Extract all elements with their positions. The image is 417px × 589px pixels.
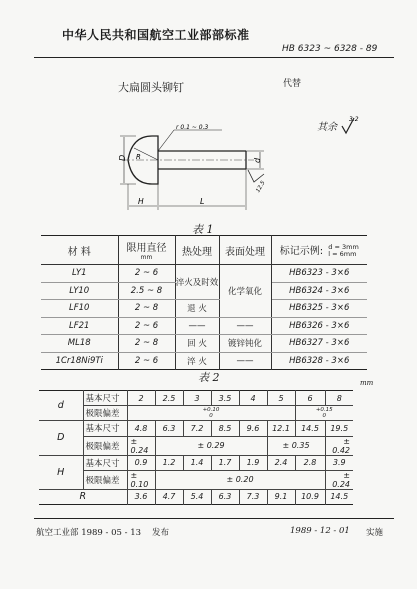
table-row [41, 265, 367, 283]
surface-cell: —— [219, 352, 271, 370]
material-cell: LF10 [41, 300, 118, 318]
D-basic-cell: 12.1 [267, 421, 295, 436]
label-deviation: 极限偏差 [83, 406, 127, 421]
material-cell: 1Cr18Ni9Ti [41, 352, 118, 370]
header-marking-example [271, 236, 367, 265]
table-1 [41, 235, 367, 370]
d-deviation-b-stack [316, 407, 333, 419]
header-heat-treatment: 热处理 [175, 236, 219, 265]
standard-header-title: 中华人民共和国航空工业部部标准 [62, 28, 250, 42]
table1-caption: 表 1 [192, 223, 214, 236]
H-basic-cell: 0.9 [127, 455, 155, 470]
d-basic-cell: 8 [325, 391, 353, 406]
d-basic-cell: 4 [239, 391, 267, 406]
mark-cell: HB6328 - 3×6 [289, 355, 350, 366]
label-basic-size: 基本尺寸 [83, 421, 127, 436]
d-basic-cell: 3 [183, 391, 211, 406]
mark-cell: HB6326 - 3×6 [271, 317, 367, 335]
heat-cell: —— [175, 317, 219, 335]
mark-cell: HB6327 - 3×6 [271, 335, 367, 353]
D-basic-cell: 6.3 [155, 421, 183, 436]
table-row [39, 421, 353, 436]
example-d: d = 3mm [328, 243, 359, 251]
d-dev-a-top: +0.10 [202, 407, 220, 414]
H-basic-cell: 2.8 [295, 455, 325, 470]
label-deviation: 极限偏差 [83, 470, 127, 489]
D-basic-cell: 4.8 [127, 421, 155, 436]
H-basic-cell: 1.4 [183, 455, 211, 470]
table1-header-row [41, 236, 367, 265]
mark-cell: HB6323 - 3×6 [271, 265, 367, 283]
radius-label: R [136, 153, 141, 161]
material-cell: LY10 [41, 282, 118, 300]
rest-roughness-value: 3.2 [349, 116, 359, 123]
D-basic-cell: 9.6 [239, 421, 267, 436]
table-row [41, 352, 367, 370]
R-cell: 7.3 [239, 489, 267, 504]
material-cell: ML18 [41, 335, 118, 353]
footer-divider [34, 518, 394, 519]
material-cell: LF21 [41, 317, 118, 335]
surface-cell: —— [219, 317, 271, 335]
diameter-cell: 2 ~ 6 [118, 265, 175, 283]
d-dev-b-top: +0.15 [315, 407, 333, 414]
heat-cell: 回 火 [175, 335, 219, 353]
label-basic-size: 基本尺寸 [83, 391, 127, 406]
issue-word: 发布 [152, 528, 170, 538]
table-2 [39, 390, 353, 505]
d-basic-cell: 2 [127, 391, 155, 406]
implementation-word: 实施 [366, 528, 384, 538]
header-example-units [328, 244, 359, 258]
R-cell: 4.7 [155, 489, 183, 504]
D-basic-cell: 7.2 [183, 421, 211, 436]
header-diameter-label: 限用直径 [126, 243, 167, 254]
H-basic-cell: 3.9 [325, 455, 353, 470]
roughness-check-icon [340, 114, 360, 136]
table2-unit: mm [360, 379, 374, 387]
label-basic-size: 基本尺寸 [83, 455, 127, 470]
table-row [39, 436, 353, 455]
d-basic-cell: 5 [267, 391, 295, 406]
standard-code: HB 6323 ~ 6328 - 89 [282, 44, 378, 54]
H-deviation-a: ± 0.10 [127, 470, 155, 489]
D-basic-cell: 8.5 [211, 421, 239, 436]
d-deviation-b [295, 406, 353, 421]
d-basic-cell: 3.5 [211, 391, 239, 406]
header-diameter-unit: mm [140, 254, 153, 261]
D-deviation-b: ± 0.29 [155, 436, 267, 455]
D-deviation-d: ± 0.42 [325, 436, 353, 455]
dimension-D-label: D [118, 154, 127, 161]
D-deviation-c: ± 0.35 [267, 436, 325, 455]
document-title: 大扁圆头铆钉 [118, 81, 184, 94]
table-row [41, 300, 367, 318]
implementation-date: 1989 - 12 - 01 [290, 526, 350, 536]
table-row [39, 489, 353, 504]
table-row [39, 391, 353, 406]
rivet-drawing [118, 120, 278, 220]
material-cell: LY1 [41, 265, 118, 283]
table-row [39, 470, 353, 489]
fillet-radius-note: r 0.1 ~ 0.3 [176, 124, 209, 131]
header-example-label: 标记示例: [279, 246, 324, 257]
R-cell: 14.5 [325, 489, 353, 504]
H-basic-cell: 2.4 [267, 455, 295, 470]
symbol-R: R [39, 489, 127, 504]
H-basic-cell: 1.7 [211, 455, 239, 470]
table2-caption: 表 2 [198, 371, 220, 384]
dimension-d-label: d [253, 157, 262, 163]
table-row [41, 335, 367, 353]
surface-cell: 镀锌钝化 [219, 335, 271, 353]
R-cell: 5.4 [183, 489, 211, 504]
table-row [39, 455, 353, 470]
D-basic-cell: 19.5 [325, 421, 353, 436]
surface-cell: 化学氧化 [219, 265, 271, 318]
R-cell: 6.3 [211, 489, 239, 504]
replace-label: 代替 [283, 79, 302, 89]
corner-roughness-icon [248, 170, 264, 182]
d-deviation-a [127, 406, 295, 421]
diameter-cell: 2 ~ 8 [118, 335, 175, 353]
d-deviation-a-stack [203, 407, 220, 419]
H-basic-cell: 1.2 [155, 455, 183, 470]
table-row [39, 406, 353, 421]
label-deviation: 极限偏差 [83, 436, 127, 455]
D-basic-cell: 14.5 [295, 421, 325, 436]
issuer-date: 航空工业部 1989 - 05 - 13 [36, 528, 142, 538]
heat-cell: 淬 火 [175, 352, 219, 370]
symbol-H: H [39, 455, 83, 489]
R-cell: 10.9 [295, 489, 325, 504]
D-deviation-a: ± 0.24 [127, 436, 155, 455]
heat-cell: 退 火 [175, 300, 219, 318]
R-cell: 3.6 [127, 489, 155, 504]
heat-cell: 淬火及时效 [175, 265, 219, 300]
d-basic-cell: 6 [295, 391, 325, 406]
dimension-H-label: H [138, 197, 144, 206]
fillet-leader [158, 130, 174, 151]
example-l: l = 6mm [328, 250, 357, 258]
corner-roughness-value: 12.5 [255, 180, 267, 194]
symbol-D: D [39, 421, 83, 455]
diameter-cell: 2 ~ 6 [118, 352, 175, 370]
diameter-cell: 2 ~ 8 [118, 300, 175, 318]
H-deviation-b: ± 0.20 [155, 470, 325, 489]
dimension-L-label: L [200, 197, 205, 206]
diameter-cell: 2.5 ~ 8 [118, 282, 175, 300]
mark-cell: HB6324 - 3×6 [271, 282, 367, 300]
d-basic-cell: 2.5 [155, 391, 183, 406]
H-deviation-c: ± 0.24 [325, 470, 353, 489]
R-cell: 9.1 [267, 489, 295, 504]
d-dev-b-bottom: 0 [322, 413, 326, 420]
diameter-cell: 2 ~ 6 [118, 317, 175, 335]
header-diameter [118, 236, 175, 265]
header-surface-treatment: 表面处理 [219, 236, 271, 265]
table-row [41, 317, 367, 335]
header-divider [34, 57, 394, 58]
H-basic-cell: 1.9 [239, 455, 267, 470]
symbol-d: d [39, 391, 83, 421]
d-dev-a-bottom: 0 [209, 413, 213, 420]
mark-cell: HB6325 - 3×6 [271, 300, 367, 318]
header-material: 材 料 [41, 236, 118, 265]
rest-roughness-label: 其余 [317, 122, 337, 133]
